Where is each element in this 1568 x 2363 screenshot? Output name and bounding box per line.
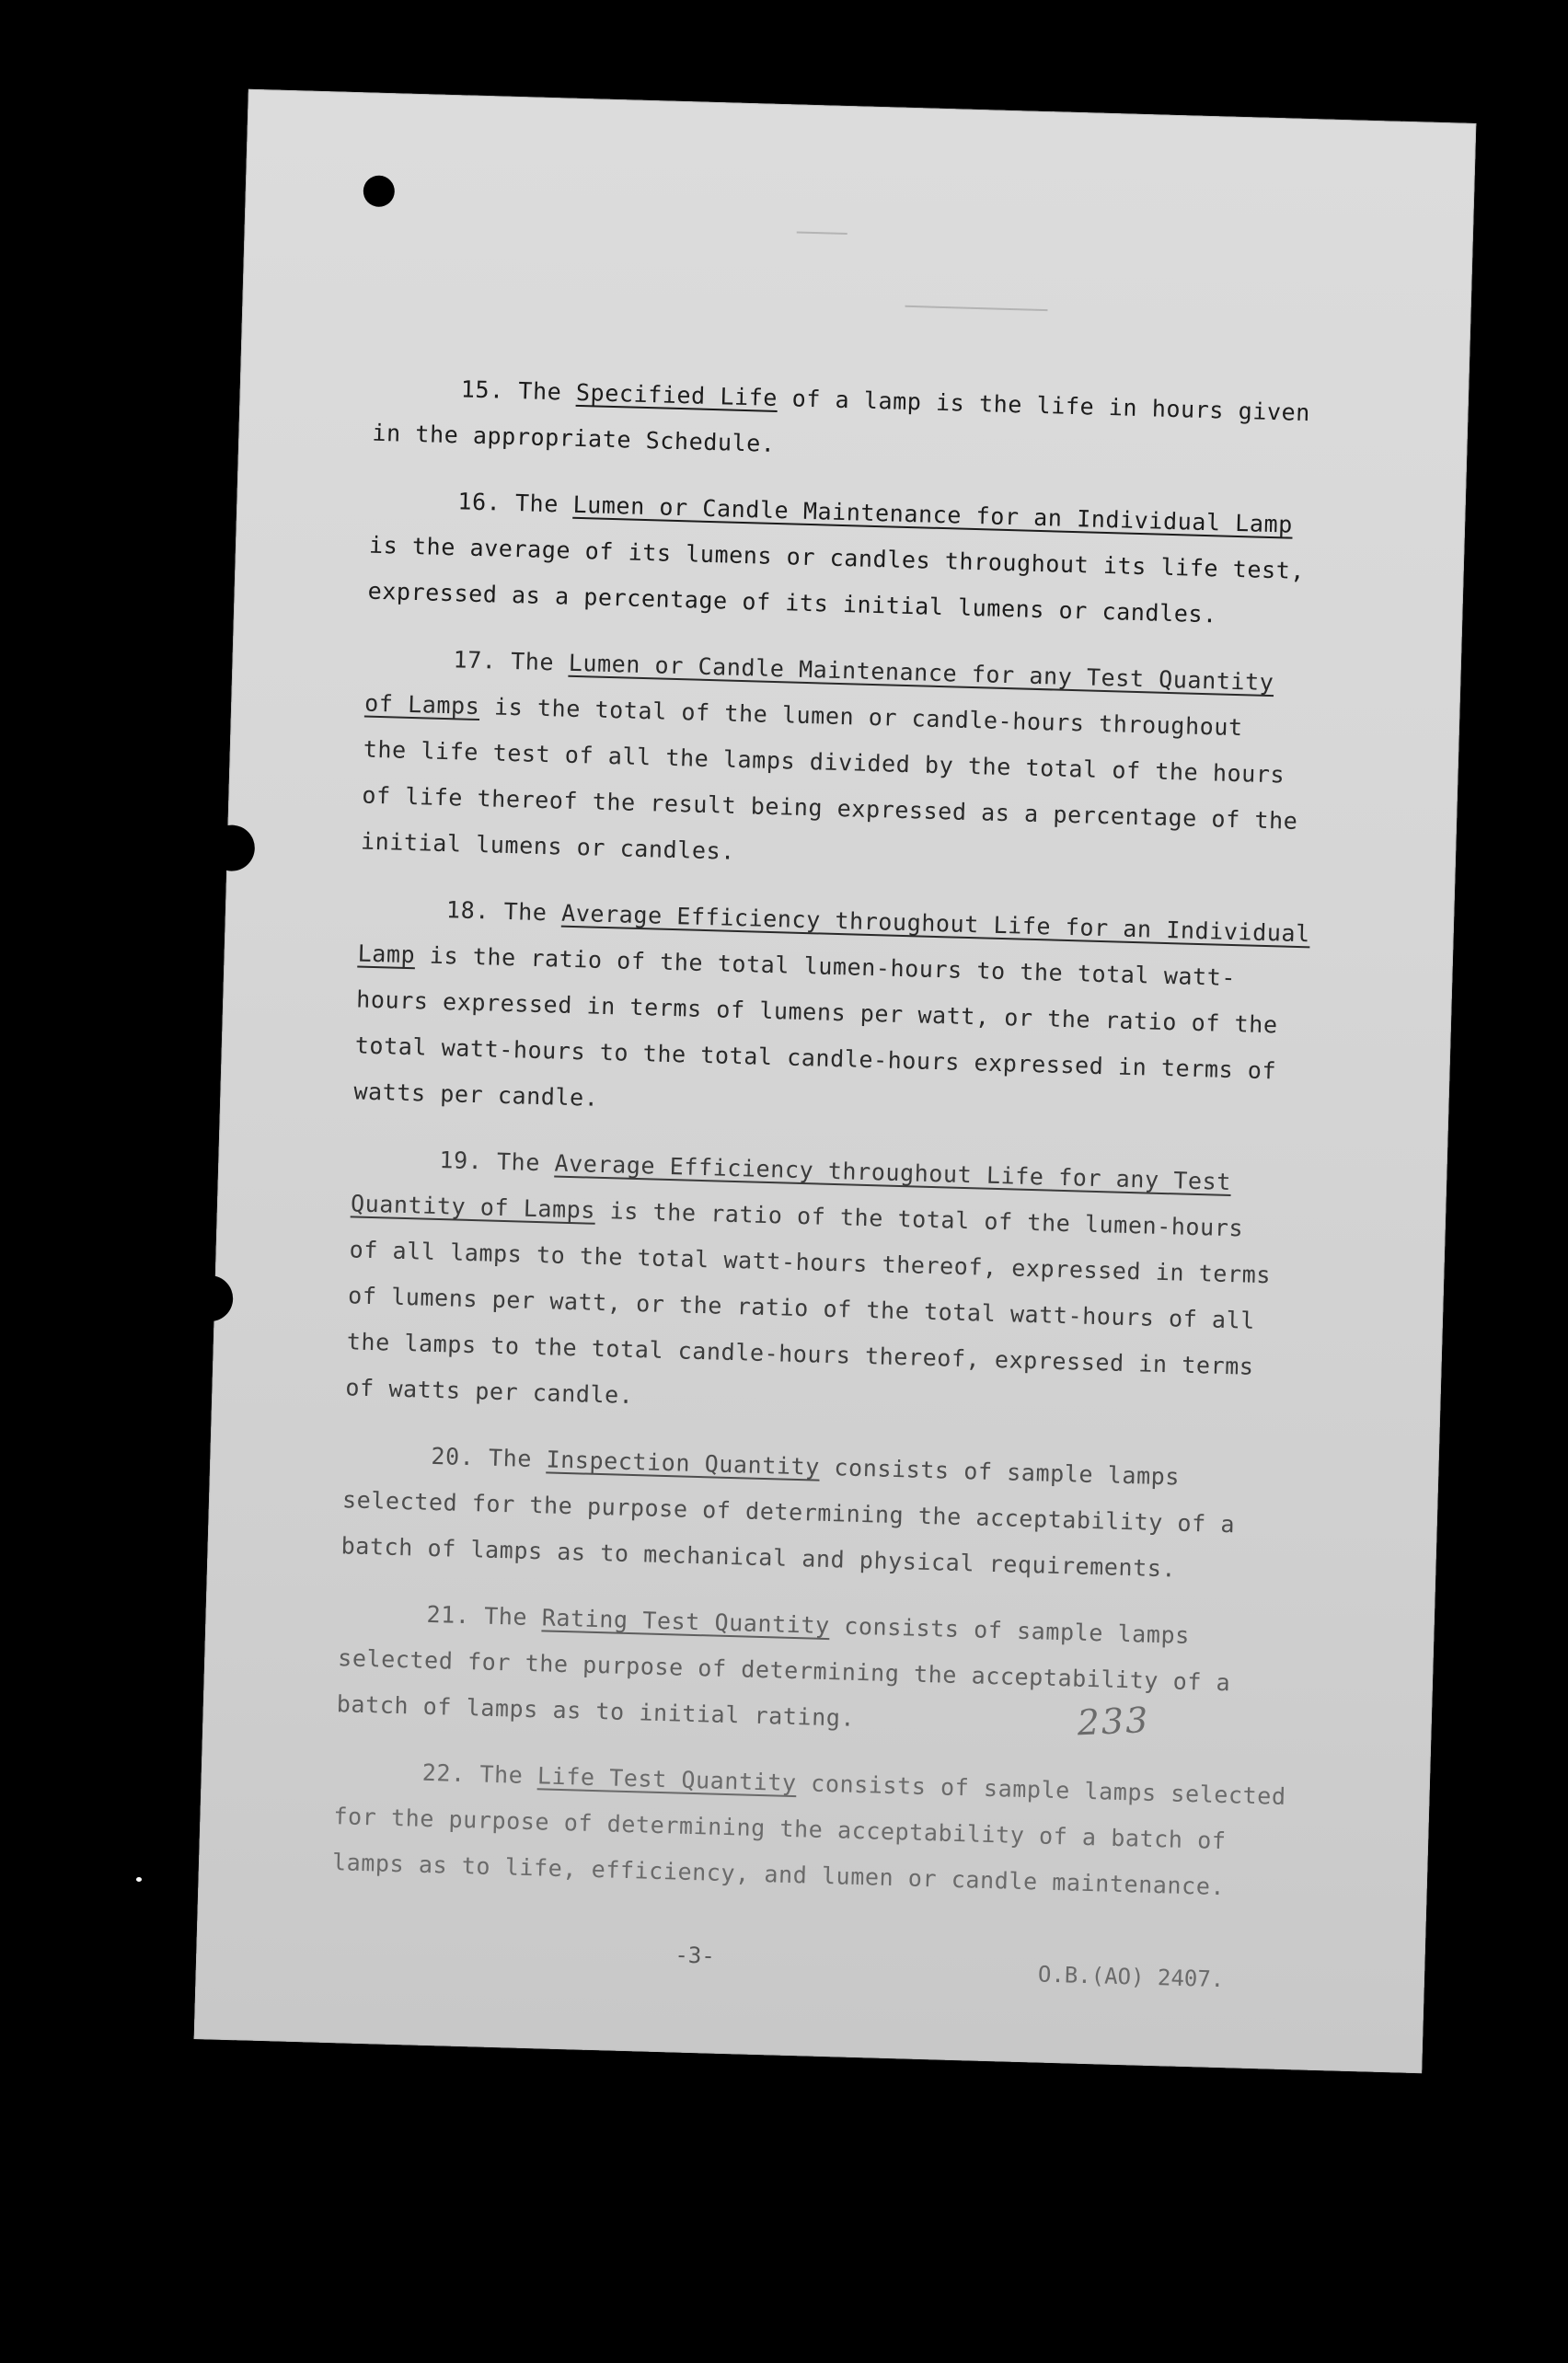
- text-run: of watts per candle.: [345, 1374, 634, 1410]
- handwritten-mark: 233: [1076, 1700, 1151, 1744]
- defined-term: Lumen or Candle Maintenance for an Individual Lamp: [572, 490, 1294, 538]
- paragraph-19: [345, 1135, 1346, 1438]
- paragraph-22: [331, 1747, 1329, 1913]
- text-run: 15. The: [460, 375, 577, 406]
- defined-term: Specified Life: [575, 378, 778, 411]
- text-run: of lumens per watt, or the ratio of the total watt-hours of all: [347, 1282, 1256, 1334]
- text-run: total watt-hours to the total candle-hours expressed in terms of: [354, 1032, 1277, 1085]
- text-run: is the average of its lumens or candles throughout its life test,: [368, 531, 1306, 585]
- paragraph-16: [367, 477, 1365, 642]
- text-run: initial lumens or candles.: [360, 827, 736, 865]
- punch-hole-top: [363, 175, 395, 207]
- text-run: 17. The: [453, 646, 570, 676]
- scan-artifact-line: [797, 231, 847, 235]
- punch-hole-lower: [186, 1274, 233, 1321]
- text-run: consists of sample lamps: [829, 1612, 1191, 1649]
- text-run: the life test of all the lamps divided by the total of the hours: [363, 735, 1286, 789]
- punch-hole-middle: [208, 824, 255, 871]
- document-reference: O.B.(AO) 2407.: [1037, 1961, 1225, 1993]
- text-run: 16. The: [457, 488, 574, 518]
- defined-term: Rating Test Quantity: [541, 1604, 831, 1640]
- text-run: 22. The: [421, 1758, 538, 1790]
- text-run: lamps as to life, efficiency, and lumen or candle maintenance.: [331, 1849, 1226, 1901]
- text-run: is the ratio of the total of the lumen-hours: [594, 1196, 1244, 1242]
- text-run: 18. The: [445, 896, 562, 927]
- text-run: 21. The: [426, 1600, 543, 1631]
- text-run: selected for the purpose of determining the acceptability of a: [341, 1486, 1236, 1539]
- defined-term: Life Test Quantity: [536, 1762, 798, 1797]
- text-run: watts per candle.: [353, 1078, 599, 1112]
- text-run: the lamps to the total candle-hours thereof, expressed in terms: [346, 1328, 1254, 1380]
- document-page: [194, 89, 1477, 2073]
- paragraph-20: [340, 1431, 1338, 1596]
- scan-artifact-line: [905, 305, 1048, 311]
- text-run: in the appropriate Schedule.: [372, 419, 776, 457]
- defined-term: Quantity of Lamps: [350, 1190, 596, 1224]
- text-run: consists of sample lamps: [819, 1453, 1181, 1491]
- defined-term: Lumen or Candle Maintenance for any Test Quantity: [568, 649, 1274, 697]
- document-body: [331, 364, 1367, 1934]
- text-run: batch of lamps as to mechanical and physical requirements.: [340, 1532, 1177, 1583]
- speck: [136, 1877, 142, 1882]
- text-run: batch of lamps as to initial rating.: [336, 1690, 856, 1732]
- defined-term: Inspection Quantity: [546, 1446, 821, 1481]
- text-run: expressed as a percentage of its initial lumens or candles.: [367, 577, 1218, 628]
- paragraph-21: [336, 1589, 1333, 1755]
- page-number: -3-: [674, 1942, 716, 1969]
- defined-term: Average Efficiency throughout Life for an Individual: [560, 899, 1311, 948]
- paragraph-17: [360, 635, 1360, 893]
- text-run: is the total of the lumen or candle-hours throughout: [479, 693, 1244, 742]
- text-run: hours expressed in terms of lumens per watt, or the ratio of the: [355, 986, 1278, 1039]
- paragraph-15: [372, 364, 1367, 484]
- defined-term: of Lamps: [363, 689, 480, 720]
- defined-term: Average Efficiency throughout Life for any Test: [554, 1149, 1232, 1196]
- text-run: of a lamp is the life in hours given: [777, 384, 1311, 427]
- text-run: is the ratio of the total lumen-hours to the total watt-: [414, 941, 1237, 992]
- defined-term: Lamp: [357, 939, 416, 969]
- paragraph-18: [353, 884, 1354, 1142]
- text-run: 19. The: [439, 1147, 556, 1177]
- text-run: selected for the purpose of determining the acceptability of a: [337, 1644, 1231, 1697]
- text-run: consists of sample lamps selected: [796, 1769, 1286, 1810]
- text-run: of life thereof the result being expressed as a percentage of the: [362, 781, 1298, 835]
- text-run: 20. The: [431, 1442, 548, 1473]
- text-run: for the purpose of determining the acceptability of a batch of: [333, 1803, 1227, 1855]
- text-run: of all lamps to the total watt-hours thereof, expressed in terms: [349, 1236, 1272, 1289]
